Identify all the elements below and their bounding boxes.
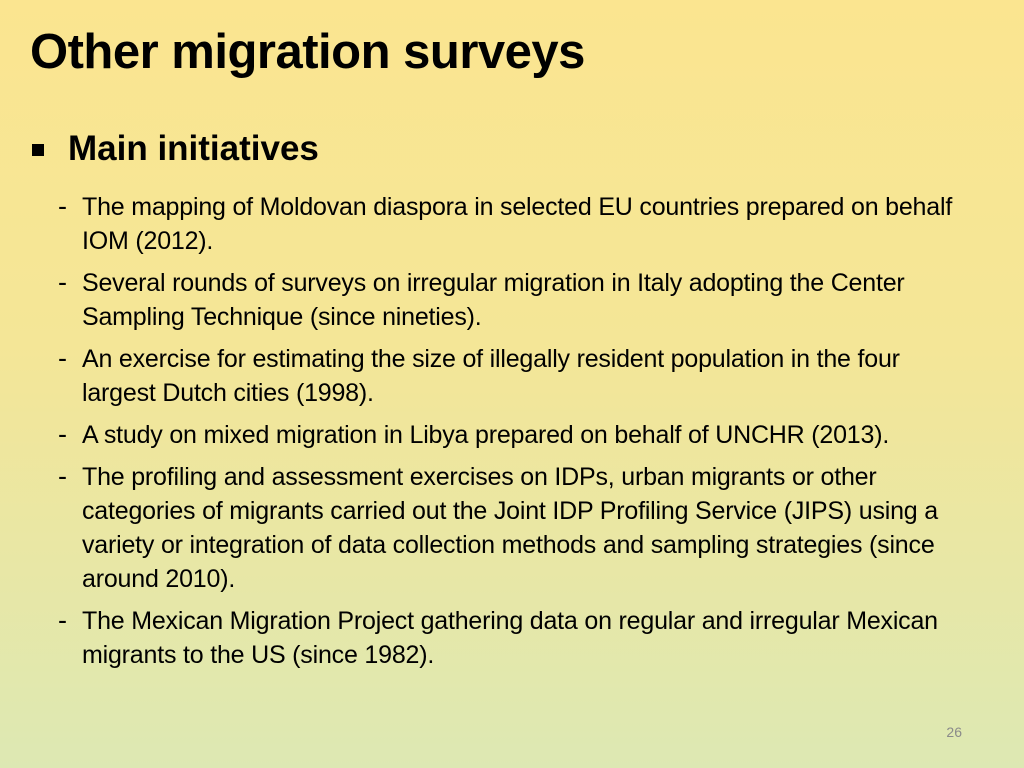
page-number: 26 bbox=[946, 724, 962, 740]
main-initiatives-section bbox=[32, 128, 319, 170]
list-item bbox=[58, 460, 978, 596]
dash-bullet-icon: - bbox=[58, 419, 67, 449]
dash-bullet-icon: - bbox=[58, 343, 67, 373]
list-item bbox=[58, 190, 978, 258]
list-item bbox=[58, 266, 978, 334]
list-item-text: The mapping of Moldovan diaspora in selected EU countries prepared on behalf IOM (2012). bbox=[82, 193, 953, 255]
initiatives-list bbox=[58, 190, 978, 680]
list-item bbox=[58, 342, 978, 410]
list-item-text: The profiling and assessment exercises on IDPs, urban migrants or other categories of migrants carried out the Joint IDP Profiling Service (JIPS) using a variety or integration of data collection methods and sampling strategies (since around 2010). bbox=[82, 463, 938, 593]
section-heading: Main initiatives bbox=[68, 129, 319, 168]
list-item-text: An exercise for estimating the size of illegally resident population in the four largest Dutch cities (1998). bbox=[82, 345, 900, 407]
slide-title: Other migration surveys bbox=[30, 25, 585, 79]
dash-bullet-icon: - bbox=[58, 191, 67, 221]
dash-bullet-icon: - bbox=[58, 267, 67, 297]
list-item bbox=[58, 604, 978, 672]
dash-bullet-icon: - bbox=[58, 605, 67, 635]
dash-bullet-icon: - bbox=[58, 461, 67, 491]
list-item bbox=[58, 418, 978, 452]
list-item-text: Several rounds of surveys on irregular migration in Italy adopting the Center Sampling Technique (since nineties). bbox=[82, 269, 905, 331]
list-item-text: A study on mixed migration in Libya prepared on behalf of UNCHR (2013). bbox=[82, 421, 890, 449]
list-item-text: The Mexican Migration Project gathering data on regular and irregular Mexican migrants to the US (since 1982). bbox=[82, 607, 938, 669]
square-bullet-icon bbox=[32, 144, 44, 156]
